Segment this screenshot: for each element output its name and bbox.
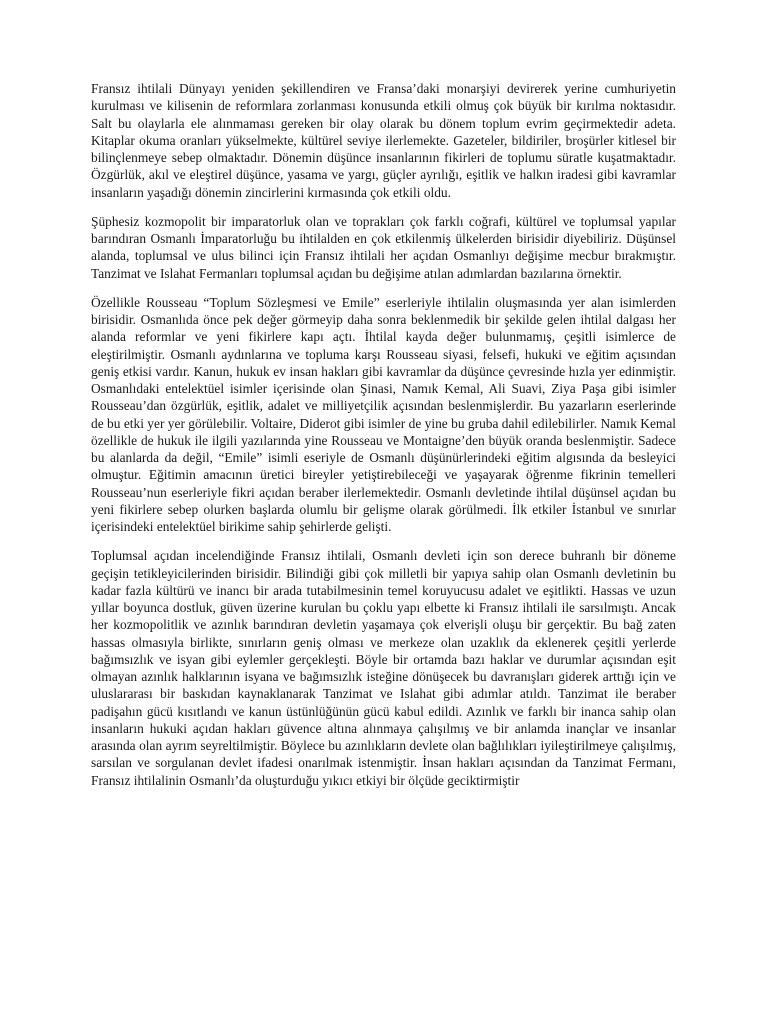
paragraph-1: Fransız ihtilali Dünyayı yeniden şekillendiren ve Fransa’daki monarşiyi devirerek yerine cumhuriyetin kurulması ve kilisenin de reformlara zorlanması konusunda etkili olmuş çok büyük bir kırılma noktasıdır. Salt bu olaylarla ele alınmaması gereken bir olay olarak bu dönem toplum evrim geçirmektedir adeta. Kitaplar okuma oranları yükselmekte, kültürel seviye ilerlemekte. Gazeteler, bildiriler, broşürler kitlesel bir bilinçlenmeye sebep olmaktadır. Dönemin düşünce insanlarının fikirleri de toplumu süratle kuşatmaktadır. Özgürlük, akıl ve eleştirel düşünce, yasama ve yargı, güçler ayrılığı, eşitlik ve halkın iradesi gibi kavramlar insanların yaşadığı dönemin zincirlerini kırmasında çok etkili oldu. [91,81,676,200]
paragraph-2: Şüphesiz kozmopolit bir imparatorluk olan ve toprakları çok farklı coğrafi, kültürel ve toplumsal yapılar barındıran Osmanlı İmparatorluğu bu ihtilalden en çok etkilenmiş ülkelerden birisidir diyebiliriz. Düşünsel alanda, toplumsal ve ulus bilinci için Fransız ihtilali her açıdan Osmanlıyı değişime mecbur bırakmıştır. Tanzimat ve Islahat Fermanları toplumsal açıdan bu değişime atılan adımlardan bazılarına örnektir. [91,213,676,281]
paragraph-3: Özellikle Rousseau “Toplum Sözleşmesi ve Emile” eserleriyle ihtilalin oluşmasında yer alan isimlerden birisidir. Osmanlıda önce pek değer görmeyip daha sonra beklenmedik bir şekilde gelen ihtilal dalgası her alanda reformlar ve yeni fikirlere kapı açtı. İhtilal kayda değer bulunmamış, çeşitli isimlerce de eleştirilmiştir. Osmanlı aydınlarına ve topluma karşı Rousseau siyasi, felsefi, hukuki ve eğitim açısından geniş etkisi vardır. Kanun, hukuk ev insan hakları gibi kavramlar da düşünce çevresinde hızla yer edinmiştir. Osmanlıdaki entelektüel isimler içerisinde olan Şinasi, Namık Kemal, Ali Suavi, Ziya Paşa gibi isimler Rousseau’dan özgürlük, eşitlik, adalet ve milliyetçilik açısından beslenmişlerdir. Bu yazarların eserlerinde de bu etki yer yer görülebilir. Voltaire, Diderot gibi isimler de yine bu gruba dahil edilebilirler. Namık Kemal özellikle de hukuk ile ilgili yazılarında yine Rousseau ve Montaigne’den büyük oranda beslenmiştir. Sadece bu alanlarda da değil, “Emile” isimli eseriyle de Osmanlı düşünürlerindeki eğitim algısında da besleyici olmuştur. Eğitimin amacının üretici bireyler yetiştirebileceği ve yaşayarak öğrenme fikrinin temelleri Rousseau’nun eserleriyle fikri açıdan beraber ilerlemektedir. Osmanlı devletinde ihtilal düşünsel açıdan bu yeni fikirlere sebep olurken başlarda olumlu bir gelişme olarak görülmedi. İlk etkiler İstanbul ve sınırlar içerisindeki entelektüel birikime sahip şehirlerde gelişti. [91,294,676,534]
document-body [91,80,676,801]
paragraph-4: Toplumsal açıdan incelendiğinde Fransız ihtilali, Osmanlı devleti için son derece buhranlı bir döneme geçişin tetikleyicilerinden birisidir. Bilindiği gibi çok milletli bir yapıya sahip olan Osmanlı devletinin bu kadar fazla kültürü ve inancı bir arada tutabilmesinin temel koruyucusu adalet ve eşitlikti. Hassas ve uzun yıllar boyunca dostluk, güven üzerine kurulan bu çoklu yapı elbette ki Fransız ihtilali ile sarsılmıştı. Ancak her kozmopolitlik ve azınlık barındıran devletin yaşamaya çok elverişli oluşu bir gerçektir. Bu bağ zaten hassas olmasıyla birlikte, sınırların geniş olması ve merkeze olan uzaklık da eklenerek çeşitli yerlerde bağımsızlık ve isyan gibi eylemler gerçekleşti. Böyle bir ortamda bazı haklar ve durumlar açısından eşit olmayan azınlık halklarının isyana ve bağımsızlık isteğine dönüşecek bu davranışları giderek arttığı için ve uluslararası bir baskıdan kaynaklanarak Tanzimat ve Islahat gibi adımlar atıldı. Tanzimat ile beraber padişahın gücü kısıtlandı ve kanun üstünlüğünün gücü kabul edildi. Azınlık ve farklı bir inanca sahip olan insanların hukuki açıdan hakları güvence altına alınmaya çalışılmış ve bir anlamda inançlar ve insanlar arasında olan ayrım seyreltilmiştir. Böylece bu azınlıkların devlete olan bağlılıkları iyileştirilmeye çalışılmış, sarsılan ve sorgulanan devlet ifadesi onarılmak istenmiştir. İnsan hakları açısından da Tanzimat Fermanı, Fransız ihtilalinin Osmanlı’da oluşturduğu yıkıcı etkiyi bir ölçüde geciktirmiştir [91,548,676,788]
